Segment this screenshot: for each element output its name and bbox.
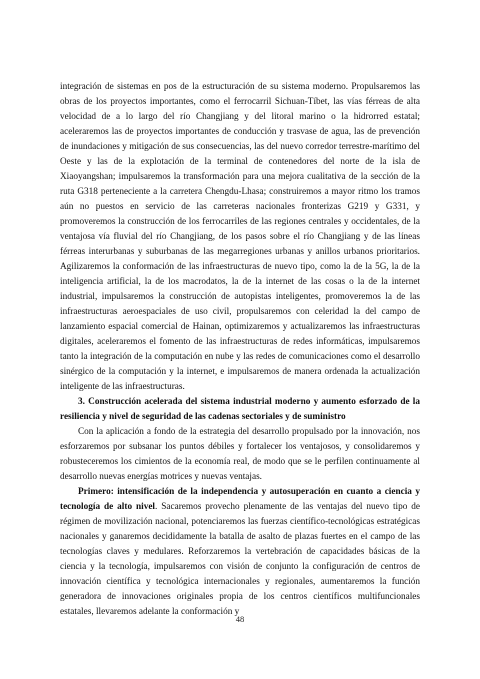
page-number: 48	[235, 614, 245, 624]
paragraph-science-technology	[60, 485, 420, 620]
document-body	[60, 80, 420, 620]
paragraph-infrastructure: integración de sistemas en pos de la estructuración de su sistema moderno. Propulsaremos las obras de los proyectos importantes, como el ferrocarril Sichuan-Tíbet, las vías férreas de alta velocidad de a lo largo del río Changjiang y del litoral marino o la hidrorred estatal; aceleraremos las de proyectos importantes de conducción y trasvase de agua, las de prevención de inundaciones y mitigación de sus consecuencias, las del nuevo corredor terrestre-marítimo del Oeste y las de la explotación de la terminal de contenedores del norte de la isla de Xiaoyangshan; impulsaremos la transformación para una mejora cualitativa de la sección de la ruta G318 perteneciente a la carretera Chengdu-Lhasa; construiremos a mayor ritmo los tramos aún no puestos en servicio de las carreteras nacionales fronterizas G219 y G331, y promoveremos la construcción de los ferrocarriles de las regiones centrales y occidentales, de la ventajosa vía fluvial del río Changjiang, de los pasos sobre el río Changjiang y de las líneas férreas interurbanas y suburbanas de las megarregiones urbanas y anillos urbanos prioritarios. Agilizaremos la conformación de las infraestructuras de nuevo tipo, como la de la 5G, la de la inteligencia artificial, la de los macrodatos, la de la internet de las cosas o la de la internet industrial, impulsaremos la construcción de autopistas inteligentes, promoveremos la de las infraestructuras aeroespaciales de uso civil, propulsaremos con celeridad la del campo de lanzamiento espacial comercial de Hainan, optimizaremos y actualizaremos las infraestructuras digitales, aceleraremos el fomento de las infraestructuras de redes informáticas, impulsaremos tanto la integración de la computación en nube y las redes de comunicaciones como el desarrollo sinérgico de la computación y la internet, e impulsaremos de manera ordenada la actualización inteligente de las infraestructuras.	[60, 82, 420, 392]
section-heading-3: 3. Construcción acelerada del sistema industrial moderno y aumento esforzado de la resiliencia y nivel de seguridad de las cadenas sectoriales y de suministro	[60, 397, 420, 422]
paragraph-lead-bold: Primero: intensificación de la independencia y autosuperación en cuanto a ciencia y tecnología de alto nivel	[60, 487, 420, 512]
paragraph-innovation-strategy: Con la aplicación a fondo de la estrategia del desarrollo propulsado por la innovación, nos esforzaremos por subsanar los puntos débiles y fortalecer los ventajosos, y consolidaremos y robusteceremos los cimientos de la economía real, de modo que se le perfilen continuamente al desarrollo nuevas energías motrices y nuevas ventajas.	[60, 427, 420, 482]
paragraph-body-text: . Sacaremos provecho plenamente de las ventajas del nuevo tipo de régimen de movilización nacional, potenciaremos las fuerzas científico-tecnológicas estratégicas nacionales y ganaremos decididamente la batalla de asalto de plazas fuertes en el campo de las tecnologías claves y medulares. Reforzaremos la vertebración de capacidades básicas de la ciencia y la tecnología, impulsaremos con visión de conjunto la configuración de centros de innovación científica y tecnológica internacionales y regionales, aumentaremos la función generadora de innovaciones originales propia de los centros científicos multifuncionales estatales, llevaremos adelante la conformación y	[60, 502, 420, 617]
